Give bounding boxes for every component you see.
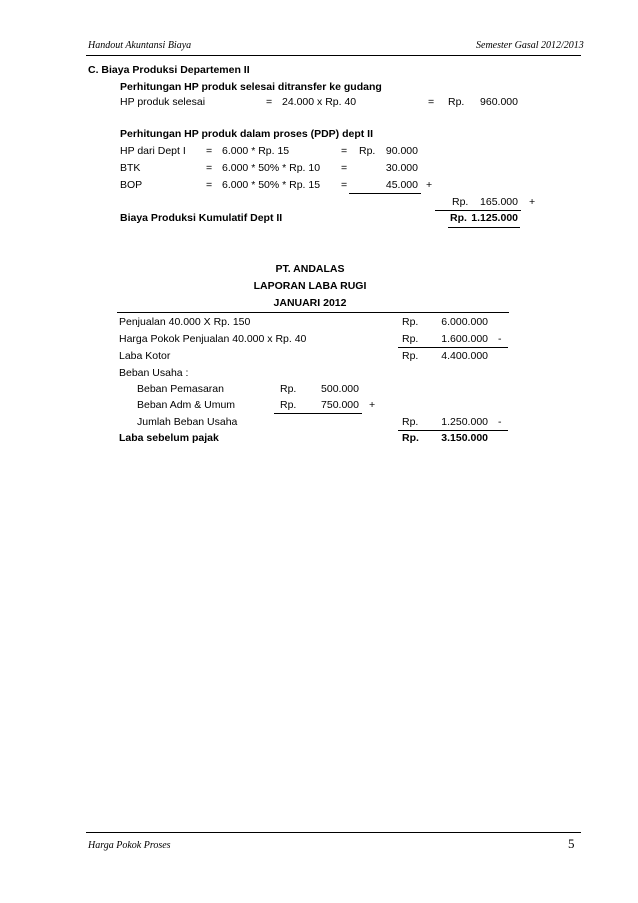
hpp-minus: - <box>498 333 502 345</box>
kumulatif-rule <box>435 210 521 211</box>
penjualan-label: Penjualan 40.000 X Rp. 150 <box>119 316 251 328</box>
pdp-value: 45.000 <box>385 179 418 191</box>
penjualan-rp: Rp. <box>402 316 419 328</box>
pdp-eq2: = <box>341 162 348 174</box>
kumulatif-label: Biaya Produksi Kumulatif Dept II <box>120 212 283 224</box>
pdp-label: BTK <box>120 162 141 174</box>
laba-sebelum-pajak-label: Laba sebelum pajak <box>119 432 219 444</box>
header-left: Handout Akuntansi Biaya <box>88 40 192 51</box>
beban-pemasaran-value: 500.000 <box>321 383 359 395</box>
pdp-formula: 6.000 * 50% * Rp. 15 <box>222 179 321 191</box>
pdp-value: 30.000 <box>385 162 418 174</box>
pdp-eq: = <box>206 145 213 157</box>
statement-title: LAPORAN LABA RUGI <box>253 280 367 292</box>
pdp-eq2: = <box>341 179 348 191</box>
pdp-value: 90.000 <box>385 145 418 157</box>
penjualan-value: 6.000.000 <box>441 316 488 328</box>
kumulatif-value: 1.125.000 <box>471 212 518 224</box>
page-number: 5 <box>568 836 575 851</box>
pdp-label: HP dari Dept I <box>120 145 186 157</box>
hpp-rule <box>398 347 508 348</box>
jumlah-beban-rp: Rp. <box>402 416 419 428</box>
statement-period: JANUARI 2012 <box>273 297 347 309</box>
pdp-formula: 6.000 * 50% * Rp. 10 <box>222 162 321 174</box>
pdp-heading: Perhitungan HP produk dalam proses (PDP) dept II <box>120 128 374 140</box>
pdp-eq: = <box>206 162 213 174</box>
kumulatif-underline <box>448 227 520 228</box>
pdp-total-rp: Rp. <box>452 196 469 208</box>
laba-kotor-rp: Rp. <box>402 350 419 362</box>
pdp-eq: = <box>206 179 213 191</box>
section-title: C. Biaya Produksi Departemen II <box>88 64 250 76</box>
jumlah-beban-rule <box>398 430 508 431</box>
hp-selesai-rp: Rp. <box>448 96 465 108</box>
hpp-value: 1.600.000 <box>441 333 488 345</box>
laba-kotor-value: 4.400.000 <box>441 350 488 362</box>
statement-top-rule <box>117 312 509 313</box>
hp-selesai-value: 960.000 <box>480 96 518 108</box>
laba-kotor-label: Laba Kotor <box>119 350 171 362</box>
hpp-rp: Rp. <box>402 333 419 345</box>
beban-adm-value: 750.000 <box>321 399 359 411</box>
kumulatif-rp: Rp. <box>450 212 467 224</box>
hpp-label: Harga Pokok Penjualan 40.000 x Rp. 40 <box>119 333 307 345</box>
pdp-eq2: = <box>341 145 348 157</box>
footer-left: Harga Pokok Proses <box>88 840 171 851</box>
beban-adm-rp: Rp. <box>280 399 297 411</box>
hp-selesai-eq2: = <box>428 96 435 108</box>
footer-rule <box>86 832 581 833</box>
beban-pemasaran-rp: Rp. <box>280 383 297 395</box>
header-rule <box>86 55 581 56</box>
laba-sebelum-pajak-value: 3.150.000 <box>441 432 488 444</box>
pdp-plus: + <box>426 179 433 191</box>
hp-selesai-heading: Perhitungan HP produk selesai ditransfer ke gudang <box>120 81 382 93</box>
beban-adm-label: Beban Adm & Umum <box>137 399 236 411</box>
pdp-formula: 6.000 * Rp. 15 <box>222 145 290 157</box>
header-right: Semester Gasal 2012/2013 <box>476 40 584 51</box>
pdp-total-value: 165.000 <box>480 196 518 208</box>
beban-adm-plus: + <box>369 399 376 411</box>
beban-usaha-label: Beban Usaha : <box>119 367 189 379</box>
laba-sebelum-pajak-rp: Rp. <box>402 432 419 444</box>
jumlah-beban-minus: - <box>498 416 502 428</box>
pdp-sum-rule <box>349 193 421 194</box>
beban-pemasaran-label: Beban Pemasaran <box>137 383 224 395</box>
beban-rule <box>274 413 362 414</box>
pdp-label: BOP <box>120 179 143 191</box>
pdp-total-plus: + <box>529 196 536 208</box>
hp-selesai-formula: 24.000 x Rp. 40 <box>282 96 357 108</box>
pdp-rp: Rp. <box>359 145 376 157</box>
jumlah-beban-label: Jumlah Beban Usaha <box>137 416 238 428</box>
hp-selesai-label: HP produk selesai <box>120 96 206 108</box>
company-name: PT. ANDALAS <box>275 263 345 275</box>
jumlah-beban-value: 1.250.000 <box>441 416 488 428</box>
hp-selesai-eq: = <box>266 96 273 108</box>
